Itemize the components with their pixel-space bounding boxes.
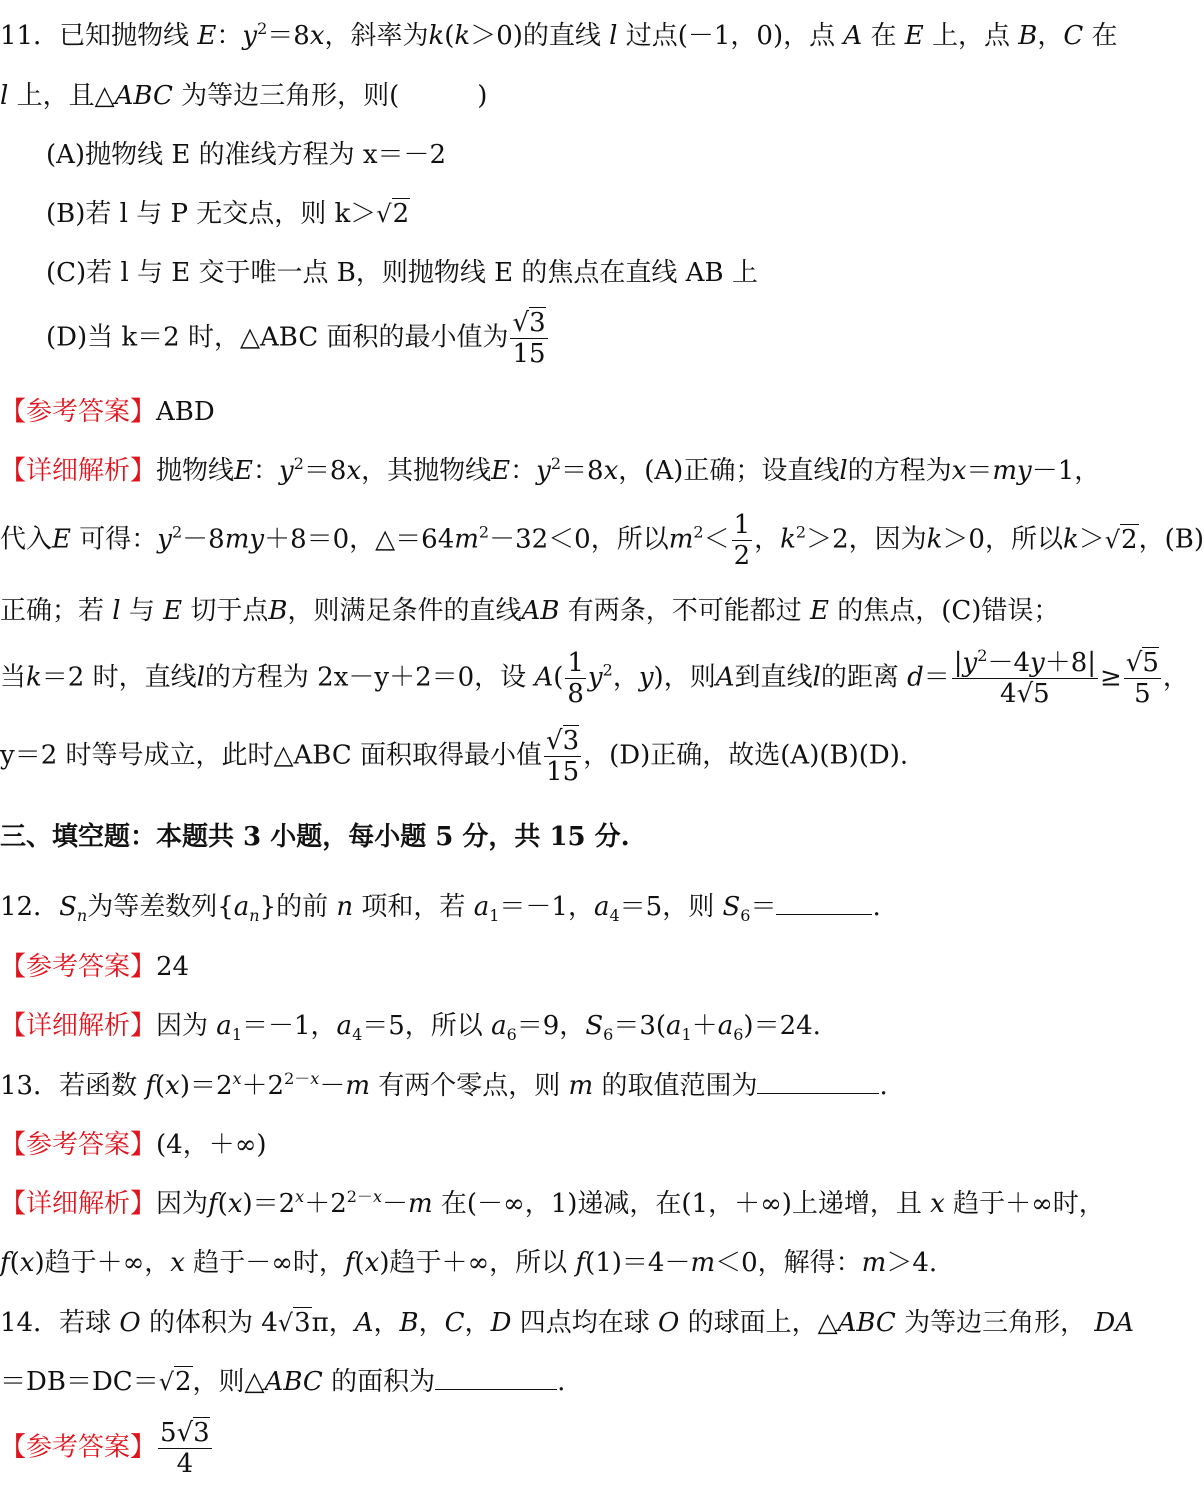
q13-answer: 【参考答案】(4，＋∞) xyxy=(0,1130,267,1160)
answer-blank[interactable] xyxy=(776,892,872,915)
q12-answer: 【参考答案】24 xyxy=(0,952,190,982)
q11-analysis-line5: y＝2 时等号成立，此时△ABC 面积取得最小值 $\frac{√3}{15}$ ，(D)正确，故选(A)(B)(D). xyxy=(0,726,909,787)
section-3-heading: 三、填空题：本题共 3 小题，每小题 5 分，共 15 分. xyxy=(0,822,630,852)
q11-option-b: (B)若 l 与 P 无交点，则 k＞√2 xyxy=(46,199,410,229)
q12-stem: 12．$S_n$为等差数列$\{a_n\}$的前 n 项和，若 $a_1=-1$，$a_4=5$，则 $S_6=$ . xyxy=(0,892,881,925)
q12-analysis: 【详细解析】因为 $a_1=-1$，$a_4=5$，所以 $a_6=9$，$S_6=3(a_1+a_6)=24$. xyxy=(0,1011,821,1044)
answer-tag: 【参考答案】 xyxy=(0,952,157,982)
analysis-tag: 【详细解析】 xyxy=(0,456,157,486)
q11-option-d: (D)当 k＝2 时，△ABC 面积的最小值为 $\frac{√3}{15}$ xyxy=(46,308,546,369)
answer-tag: 【参考答案】 xyxy=(0,397,157,427)
q11-analysis-line4: 当k＝2 时，直线l的方程为 2x－y＋2＝0，设 A( $\frac{1}{8}$ $y^2$，y)，则A到直线l的距离 d＝ $\frac{|y^2-4y+8|}{4√5}$ ≥ $\frac{√5}{5}$ ， xyxy=(0,646,1189,709)
sqrt-expression: √2 xyxy=(376,199,410,229)
analysis-tag: 【详细解析】 xyxy=(0,1189,157,1219)
answer-blank[interactable] xyxy=(757,1071,879,1094)
q11-stem-line2: l 上，且△ABC 为等边三角形，则( ) xyxy=(0,81,488,111)
q11-analysis-line3: 正确；若 l 与 E 切于点B，则满足条件的直线AB 有两条，不可能都过 E 的焦点，(C)错误； xyxy=(0,596,1060,626)
fraction-5sqrt3-over-4: $\frac{5√3}{4}$ xyxy=(160,1418,210,1479)
answer-tag: 【参考答案】 xyxy=(0,1130,157,1160)
fraction-sqrt5-over-5: $\frac{√5}{5}$ xyxy=(1125,648,1159,709)
q11-option-c: (C)若 l 与 E 交于唯一点 B，则抛物线 E 的焦点在直线 AB 上 xyxy=(46,258,758,288)
answer-blank[interactable] xyxy=(435,1367,557,1390)
fraction-sqrt3-over-15: $\frac{√3}{15}$ xyxy=(512,308,546,369)
q11-answer: 【参考答案】ABD xyxy=(0,397,215,427)
q11-analysis-line2: 代入E 可得：$y^2-8my+8=0$，$\triangle=64m^2-32<0$，所以$m^2<$ $\frac{1}{2}$ ，$k^2>2$，因为k＞0，所以k＞√2，(B) xyxy=(0,510,1204,571)
analysis-tag: 【详细解析】 xyxy=(0,1011,157,1041)
fraction-one-eighth: $\frac{1}{8}$ xyxy=(567,648,584,709)
q11-option-a: (A)抛物线 E 的准线方程为 x＝－2 xyxy=(46,140,447,170)
q13-analysis-line1: 【详细解析】因为$f(x)=2^x+2^{2-x}-m$ 在(－∞，1)递减，在(1，＋∞)上递增，且 x 趋于＋∞时， xyxy=(0,1187,1105,1219)
q11-analysis-line1: 【详细解析】抛物线E：$y^2=8x$，其抛物线E：$y^2=8x$，(A)正确；设直线l的方程为x＝my－1， xyxy=(0,454,1101,486)
fraction-one-half: $\frac{1}{2}$ xyxy=(733,510,751,571)
answer-tag: 【参考答案】 xyxy=(0,1432,157,1463)
q11-number: 11． xyxy=(0,21,60,51)
q14-stem-line2: ＝DB＝DC＝√2，则△ABC 的面积为 . xyxy=(0,1367,566,1397)
q13-stem: 13．若函数 $f(x)=2^x+2^{2-x}-m$ 有两个零点，则 m 的取值范围为 . xyxy=(0,1069,888,1101)
q14-answer xyxy=(0,1420,1080,1477)
fraction-distance: $\frac{|y^2-4y+8|}{4√5}$ xyxy=(953,646,1096,709)
q13-analysis-line2: f(x)趋于＋∞，x 趋于－∞时，f(x)趋于＋∞，所以 f(1)＝4－m＜0，解得：m＞4. xyxy=(0,1248,938,1278)
q14-stem-line1: 14．若球 O 的体积为 4√3π，A，B，C，D 四点均在球 O 的球面上，△ABC 为等边三角形， DA xyxy=(0,1308,1134,1338)
q11-stem-line1: 11．已知抛物线 E：$y^2=8x$，斜率为k(k＞0)的直线 l 过点(－1，0)，点 A 在 E 上，点 B，C 在 xyxy=(0,19,1118,51)
fraction-sqrt3-over-15: $\frac{√3}{15}$ xyxy=(546,726,580,787)
